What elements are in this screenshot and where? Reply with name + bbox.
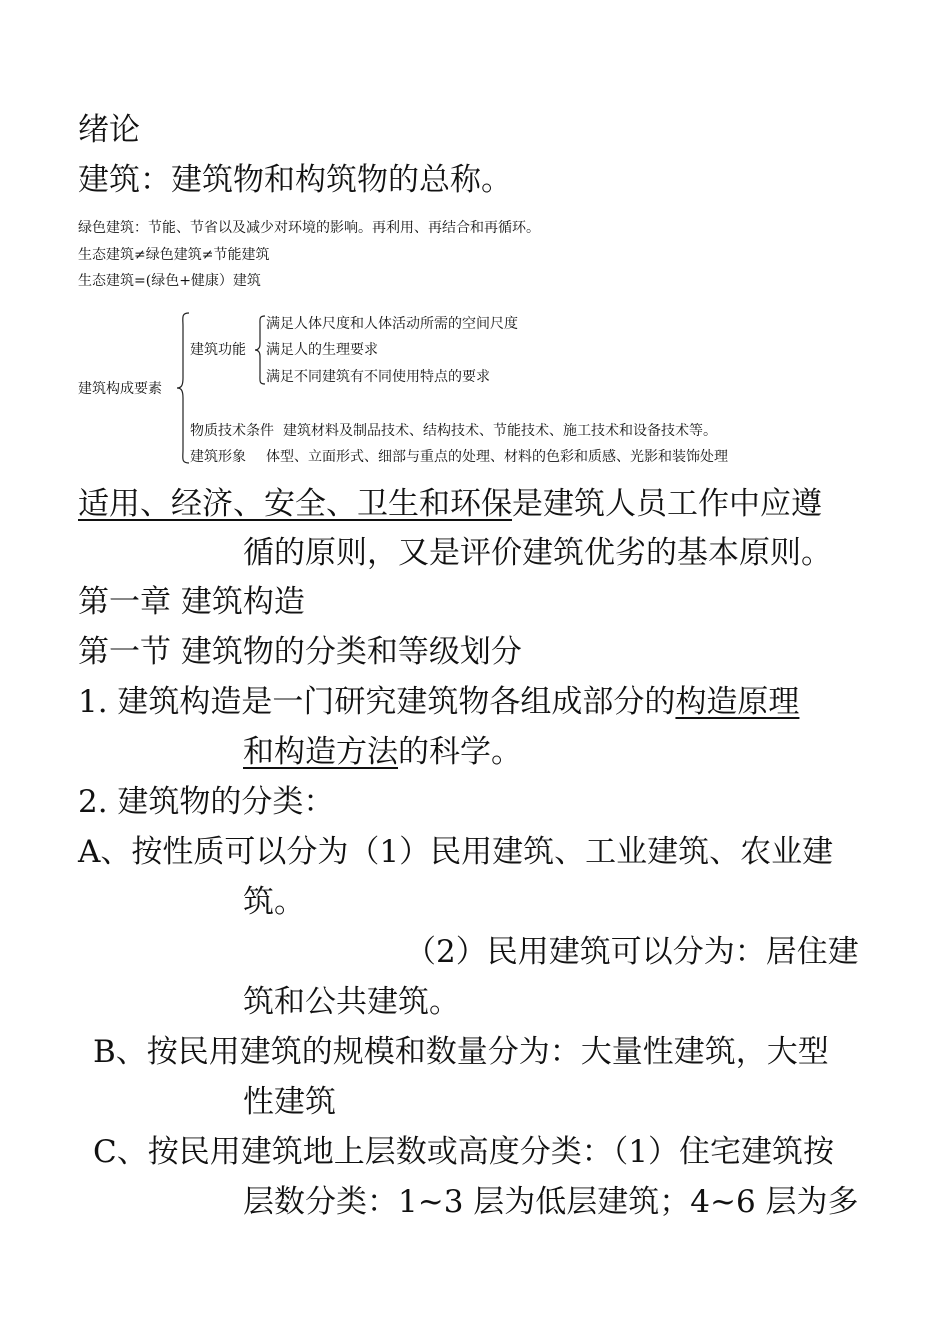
classB-line1: B、按民用建筑的规模和数量分为：大量性建筑，大型 xyxy=(93,1034,829,1070)
material-text: 建筑材料及制品技术、结构技术、节能技术、施工技术和设备技术等。 xyxy=(283,423,717,439)
function-item: 满足人的生理要求 xyxy=(266,342,378,358)
classC-line1: C、按民用建筑地上层数或高度分类：（1）住宅建筑按 xyxy=(93,1134,834,1170)
intro-heading: 绪论 xyxy=(78,112,140,148)
principles-underlined: 适用、经济、安全、卫生和环保 xyxy=(78,486,512,522)
eco-equal-note: 生态建筑=(绿色+健康）建筑 xyxy=(78,273,261,289)
chapter-title: 第一章 建筑构造 xyxy=(78,584,305,620)
function-item: 满足不同建筑有不同使用特点的要求 xyxy=(266,369,490,385)
function-item: 满足人体尺度和人体活动所需的空间尺度 xyxy=(266,316,518,332)
material-label: 物质技术条件 xyxy=(190,423,274,439)
item1-underline-method: 和构造方法 xyxy=(243,734,398,770)
eco-not-equal-note: 生态建筑≠绿色建筑≠节能建筑 xyxy=(78,247,270,263)
item1-line1 xyxy=(78,680,799,724)
classA-line3: （2）民用建筑可以分为：居住建 xyxy=(405,934,859,970)
item2-title: 2. 建筑物的分类： xyxy=(78,784,335,820)
green-building-note: 绿色建筑：节能、节省以及减少对环境的影响。再利用、再结合和再循环。 xyxy=(78,220,540,236)
diagram-root-label: 建筑构成要素 xyxy=(78,381,162,397)
function-label: 建筑功能 xyxy=(190,342,246,358)
material-row xyxy=(190,421,717,441)
classC-line2: 层数分类：1~3 层为低层建筑；4~6 层为多 xyxy=(243,1184,859,1220)
classA-line2: 筑。 xyxy=(243,884,305,920)
inner-brace-icon xyxy=(254,315,266,385)
building-definition: 建筑：建筑物和构筑物的总称。 xyxy=(78,162,512,198)
image-label: 建筑形象 xyxy=(190,449,246,465)
principles-rest: 是建筑人员工作中应遵 xyxy=(512,486,822,522)
classA-line1: A、按性质可以分为（1）民用建筑、工业建筑、农业建 xyxy=(78,834,834,870)
classB-line2: 性建筑 xyxy=(243,1084,336,1120)
item1-underline-principle: 构造原理 xyxy=(675,684,800,720)
section-title: 第一节 建筑物的分类和等级划分 xyxy=(78,634,522,670)
item1-prefix: 1. 建筑构造是一门研究建筑物各组成部分的 xyxy=(78,684,676,720)
principles-line2: 循的原则，又是评价建筑优劣的基本原则。 xyxy=(243,535,832,571)
classA-line4: 筑和公共建筑。 xyxy=(243,984,460,1020)
image-row xyxy=(190,447,728,467)
item1-line2 xyxy=(243,730,522,774)
principles-line1 xyxy=(78,482,822,526)
image-text: 体型、立面形式、细部与重点的处理、材料的色彩和质感、光影和装饰处理 xyxy=(266,449,728,465)
outer-brace-icon xyxy=(176,312,190,464)
item1-suffix: 的科学。 xyxy=(398,734,522,770)
